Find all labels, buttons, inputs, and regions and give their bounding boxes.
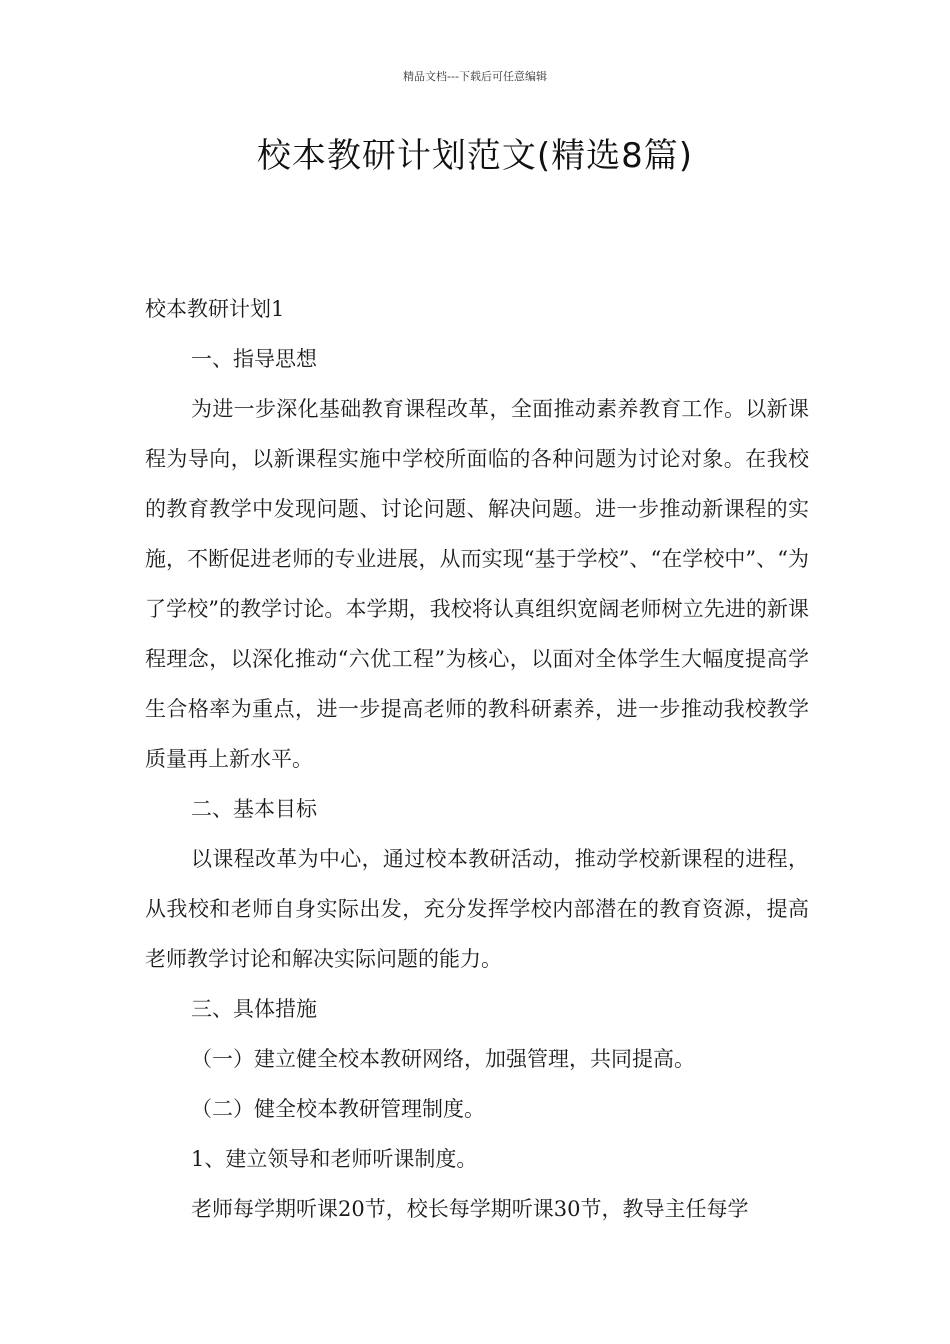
heading-guiding-ideology: 一、指导思想 xyxy=(191,347,317,371)
measure-item-2: （二）健全校本教研管理制度。 xyxy=(191,1097,485,1121)
paragraph-guiding-ideology: 为进一步深化基础教育课程改革，全面推动素养教育工作。以新课程为导向，以新课程实施中学校所面临的各种问题为讨论对象。在我校的教育教学中发现问题、讨论问题、解决问题。进一步推动新课程的实施，不断促进老师的专业进展，从而实现“基于学校”、“在学校中”、“为了学校”的教学讨论。本学期，我校将认真组织宽阔老师树立先进的新课程理念，以深化推动“六优工程”为核心，以面对全体学生大幅度提高学生合格率为重点，进一步提高老师的教科研素养，进一步推动我校教学质量再上新水平。 xyxy=(145,397,809,771)
document-title: 校本教研计划范文(精选8篇) xyxy=(256,136,694,176)
paragraph-basic-goals: 以课程改革为中心，通过校本教研活动，推动学校新课程的进程，从我校和老师自身实际出发，充分发挥学校内部潜在的教育资源，提高老师教学讨论和解决实际问题的能力。 xyxy=(145,847,809,971)
measure-item-1: （一）建立健全校本教研网络，加强管理，共同提高。 xyxy=(191,1047,695,1071)
heading-basic-goals: 二、基本目标 xyxy=(191,797,317,821)
section-label: 校本教研计划1 xyxy=(145,297,285,321)
header-note: 精品文档---下载后可任意编辑 xyxy=(403,70,547,83)
document-body xyxy=(145,284,809,1234)
paragraph-lesson-observation: 老师每学期听课20节，校长每学期听课30节，教导主任每学 xyxy=(191,1197,749,1221)
heading-specific-measures: 三、具体措施 xyxy=(191,997,317,1021)
sub-item-1: 1、建立领导和老师听课制度。 xyxy=(191,1147,478,1171)
